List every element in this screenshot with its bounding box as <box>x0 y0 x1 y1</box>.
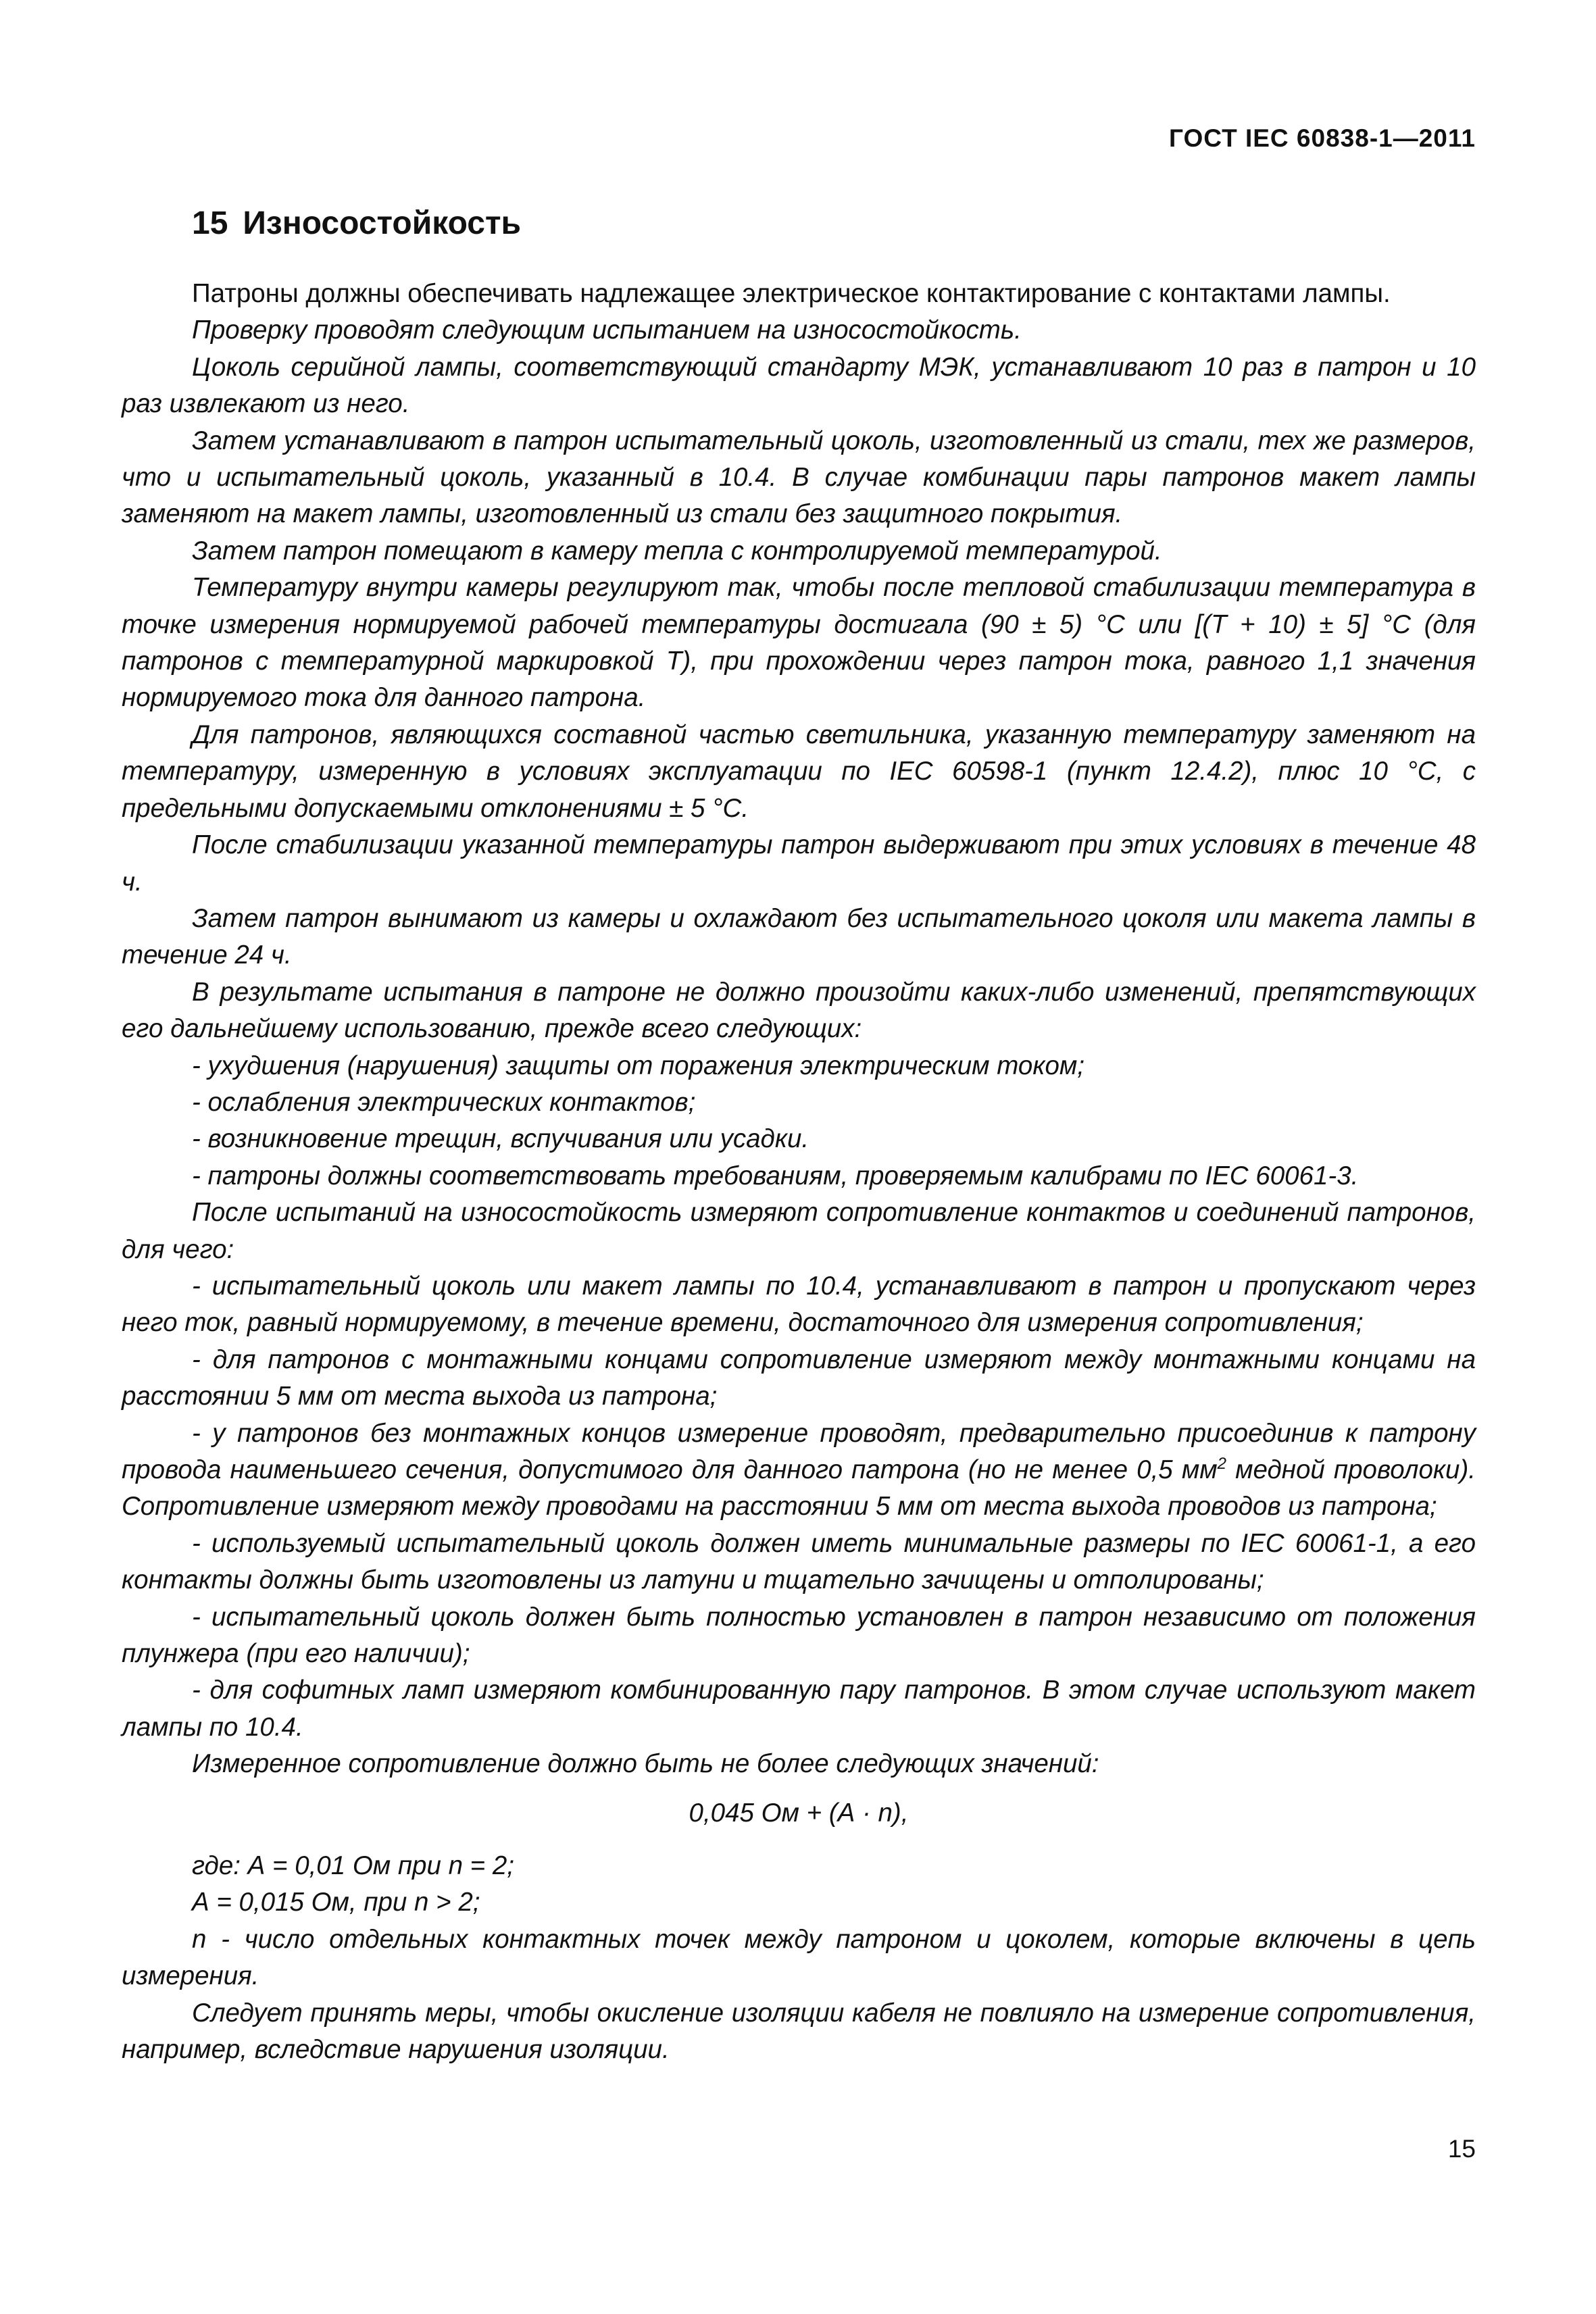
paragraph: Затем устанавливают в патрон испытательный цоколь, изготовленный из стали, тех же размеров, что и испытательный цоколь, указанный в 10.4. В случае комбинации пары патронов макет лампы заменяют на макет лампы, изготовленный из стали без защитного покрытия. <box>122 426 1476 529</box>
page-number: 15 <box>1447 2135 1476 2163</box>
section-title <box>192 205 521 242</box>
list-item: - используемый испытательный цоколь должен иметь минимальные размеры по IEC 60061-1, а его контакты должны быть изготовлены из латуни и тщательно зачищены и отполированы; <box>122 1528 1476 1595</box>
list-item: - ослабления электрических контактов; <box>192 1087 696 1117</box>
paragraph: Патроны должны обеспечивать надлежащее электрическое контактирование с контактами лампы. <box>192 279 1391 308</box>
document-header: ГОСТ IEC 60838-1—2011 <box>1169 124 1476 152</box>
list-item: - испытательный цоколь должен быть полностью установлен в патрон независимо от положения плунжера (при его наличии); <box>122 1602 1476 1669</box>
paragraph: После стабилизации указанной температуры патрон выдерживают при этих условиях в течение 48 ч. <box>122 830 1476 897</box>
formula-legend: А = 0,015 Ом, при n > 2; <box>192 1888 480 1917</box>
list-item: - для патронов с монтажными концами сопротивление измеряют между монтажными концами на расстоянии 5 мм от места выхода из патрона; <box>122 1344 1476 1411</box>
paragraph: Следует принять меры, чтобы окисление изоляции кабеля не повлияло на измерение сопротивления, например, вследствие нарушения изоляции. <box>122 1998 1476 2065</box>
formula: 0,045 Ом + (А · n), <box>689 1798 909 1828</box>
list-item-text: медной проволоки). Сопротивление измеряют между проводами на расстоянии 5 мм от места выхода проводов из патрона; <box>122 1455 1476 1521</box>
paragraph: Цоколь серийной лампы, соответствующий стандарту МЭК, устанавливают 10 раз в патрон и 10 раз извлекают из него. <box>122 352 1476 419</box>
list-item <box>122 1415 1476 1526</box>
list-item: - испытательный цоколь или макет лампы по 10.4, устанавливают в патрон и пропускают через него ток, равный нормируемому, в течение времени, достаточного для измерения сопротивления; <box>122 1271 1476 1338</box>
paragraph: Измеренное сопротивление должно быть не более следующих значений: <box>192 1749 1099 1779</box>
paragraph: Температуру внутри камеры регулируют так, чтобы после тепловой стабилизации температура в точке измерения нормируемой рабочей температуры достигала (90 ± 5) °С или [(Т + 10) ± 5] °С (для патронов с температурной маркировкой Т), при прохождении через патрон тока, равного 1,1 значения нормируемого тока для данного патрона. <box>122 573 1476 713</box>
section-number: 15 <box>192 205 228 241</box>
list-item: - для софитных ламп измеряют комбинированную пару патронов. В этом случае используют макет лампы по 10.4. <box>122 1676 1476 1742</box>
paragraph: В результате испытания в патроне не должно произойти каких-либо изменений, препятствующих его дальнейшему использованию, прежде всего следующих: <box>122 977 1476 1044</box>
paragraph: Для патронов, являющихся составной частью светильника, указанную температуру заменяют на температуру, измеренную в условиях эксплуатации по IEC 60598-1 (пункт 12.4.2), плюс 10 °С, с предельными допускаемыми отклонениями ± 5 °С. <box>122 720 1476 823</box>
formula-legend: n - число отдельных контактных точек между патроном и цоколем, которые включены в цепь измерения. <box>122 1924 1476 1991</box>
paragraph: Затем патрон помещают в камеру тепла с контролируемой температурой. <box>192 536 1162 565</box>
section-heading: Износостойкость <box>243 205 521 241</box>
list-item: - ухудшения (нарушения) защиты от поражения электрическим током; <box>192 1051 1084 1080</box>
list-item: - патроны должны соответствовать требованиям, проверяемым калибрами по IEC 60061-3. <box>192 1161 1359 1190</box>
paragraph: Проверку проводят следующим испытанием на износостойкость. <box>192 316 1022 345</box>
section-body <box>122 276 1476 2069</box>
formula-legend: где: А = 0,01 Ом при n = 2; <box>192 1851 514 1881</box>
superscript: 2 <box>1217 1455 1226 1474</box>
paragraph: Затем патрон вынимают из камеры и охлаждают без испытательного цоколя или макета лампы в течение 24 ч. <box>122 903 1476 970</box>
paragraph: После испытаний на износостойкость измеряют сопротивление контактов и соединений патронов, для чего: <box>122 1198 1476 1264</box>
list-item: - возникновение трещин, вспучивания или усадки. <box>192 1124 809 1154</box>
list-item-text: - у патронов без монтажных концов измерение проводят, предварительно присоединив к патрону провода наименьшего сечения, допустимого для данного патрона (но не менее 0,5 мм <box>122 1418 1476 1484</box>
